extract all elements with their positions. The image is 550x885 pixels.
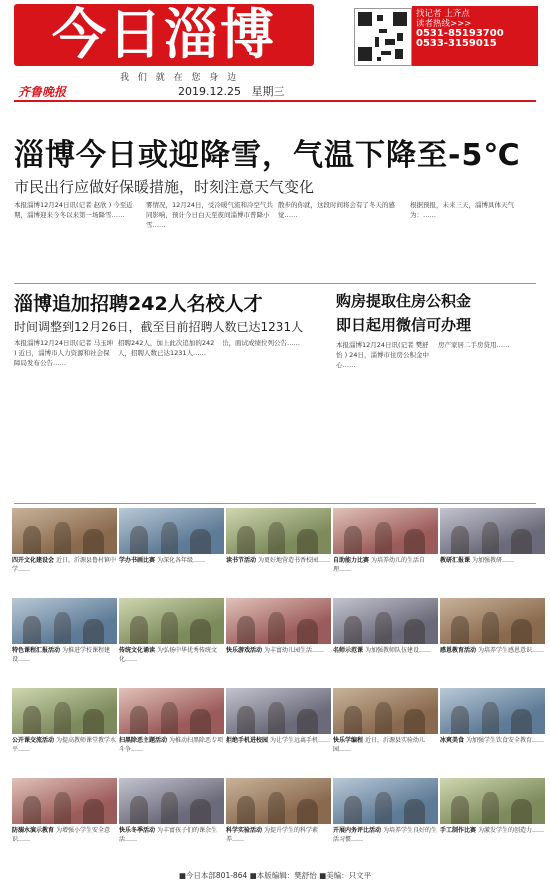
- news-photo: [440, 688, 545, 734]
- photo-caption-text: 为增强小学生安全意识……: [12, 827, 110, 843]
- lead-column-2: 雾情况，12月24日，受冷暖气流和冷空气共同影响，预计今日白天至夜间淄博市普降小雪……: [146, 201, 274, 229]
- photo-caption-text: 为培养学生感恩意识……: [477, 647, 544, 654]
- issue-weekday: 星期三: [251, 85, 285, 98]
- photo-news-item: [333, 508, 438, 594]
- photo-caption-title: 扫黑除恶主题活动: [119, 737, 168, 744]
- story3-column-2: 房产家居二手房贷用……: [438, 341, 510, 349]
- brand-name: 齐鲁晚报: [18, 85, 67, 99]
- photo-grid-divider: [14, 503, 536, 504]
- photo-caption: [333, 826, 438, 844]
- hotline-heading: 找记者 上齐点: [416, 9, 470, 19]
- photo-news-item: [12, 688, 117, 774]
- photo-caption-text: 为弘扬中华优秀传统文化……: [119, 647, 217, 663]
- photo-news-item: [226, 778, 331, 864]
- masthead-divider: [14, 100, 536, 102]
- photo-news-item: [440, 508, 545, 594]
- story3-column-1: 本报淄博12月24日讯(记者 樊舒怡 ) 24日，淄博市住房公积金中心……: [336, 341, 429, 369]
- hotline-phone-2: 0533-3159015: [416, 38, 497, 49]
- photo-caption: [12, 556, 117, 574]
- photo-caption: [119, 736, 224, 754]
- photo-caption: [226, 826, 331, 844]
- photo-caption: [440, 646, 545, 655]
- hotline-label: 读者热线>>>: [416, 19, 472, 29]
- photo-caption: [119, 556, 224, 565]
- photo-caption-text: 为让学生远离手机……: [269, 737, 330, 744]
- photo-news-item: [119, 598, 224, 684]
- reader-hotline-box: [412, 6, 538, 66]
- news-photo: [12, 778, 117, 824]
- photo-caption-text: 为丰富孩子们的课余生活……: [119, 827, 217, 843]
- photo-caption: [226, 646, 331, 655]
- photo-caption-title: 开展内务评比活动: [333, 827, 382, 834]
- news-photo: [12, 508, 117, 554]
- photo-caption-text: 为提高教师课堂教学水平……: [12, 737, 116, 753]
- news-photo: [226, 598, 331, 644]
- issue-date: 2019.12.25: [178, 85, 241, 98]
- photo-news-item: [333, 688, 438, 774]
- story2-column-1: 本报淄博12月24日讯(记者 马玉坤 ) 近日，淄博市人力资源和社会保障局发布公告……: [14, 339, 114, 367]
- news-photo: [440, 508, 545, 554]
- photo-caption-text: 为加强教师队伍建设……: [364, 647, 431, 654]
- photo-caption-title: 公开课交流活动: [12, 737, 55, 744]
- news-photo: [440, 778, 545, 824]
- photo-caption: [333, 556, 438, 574]
- photo-caption: [440, 736, 545, 745]
- story2-column-2: 招聘242人，加上此次追加的242人，招聘人数已达1231人……: [118, 339, 215, 357]
- photo-caption-title: 快乐学编程: [333, 737, 364, 744]
- newspaper-logo: 今日淄博: [14, 4, 314, 66]
- news-photo: [333, 778, 438, 824]
- news-photo: [226, 778, 331, 824]
- photo-news-item: [226, 508, 331, 594]
- photo-caption-title: 快乐冬季活动: [119, 827, 156, 834]
- qr-code-icon: [354, 8, 412, 66]
- photo-caption-text: 为培养学生良好的生活习惯……: [333, 827, 437, 843]
- lead-column-4: 根据预报，未来三天，淄博具体天气为：……: [410, 201, 514, 219]
- news-photo: [440, 598, 545, 644]
- photo-caption: [440, 826, 545, 835]
- lead-column-1: 本报淄博12月24日讯(记者 赵欣 ) 今至近期，淄博迎来今冬以来第一场降雪……: [14, 201, 133, 219]
- photo-news-item: [12, 778, 117, 864]
- photo-news-item: [12, 508, 117, 594]
- story2-subhead: 时间调整到12月26日，截至目前招聘人数已达1231人: [14, 320, 304, 334]
- photo-news-item: [440, 598, 545, 684]
- news-photo: [12, 598, 117, 644]
- photo-news-item: [119, 508, 224, 594]
- photo-caption-text: 近日，沂源县实验幼儿园……: [333, 737, 425, 753]
- photo-caption-text: 为推动扫黑除恶专项斗争……: [119, 737, 223, 753]
- photo-caption-title: 快乐游戏活动: [226, 647, 263, 654]
- photo-caption-title: 四开文化建设会: [12, 557, 55, 564]
- photo-caption-text: 为推进学校课程建设……: [12, 647, 110, 663]
- photo-news-item: [333, 598, 438, 684]
- photo-caption: [440, 556, 545, 565]
- photo-caption-text: 为培养幼儿的生活自理……: [333, 557, 425, 573]
- photo-caption-text: 为提升学生的科学素养……: [226, 827, 318, 843]
- news-photo: [333, 598, 438, 644]
- photo-caption: [333, 646, 438, 655]
- news-photo: [119, 688, 224, 734]
- photo-caption-title: 自助能力比赛: [333, 557, 370, 564]
- photo-caption-title: 学办书画比赛: [119, 557, 156, 564]
- photo-caption-title: 防溺水演示教育: [12, 827, 55, 834]
- news-photo: [119, 778, 224, 824]
- photo-caption-title: 名师示范课: [333, 647, 364, 654]
- photo-caption: [226, 736, 331, 745]
- dateline: [178, 83, 284, 99]
- photo-news-item: [226, 688, 331, 774]
- photo-news-item: [226, 598, 331, 684]
- photo-caption-title: 读书节活动: [226, 557, 257, 564]
- photo-caption-title: 科学实验活动: [226, 827, 263, 834]
- news-photo: [333, 508, 438, 554]
- story2-headline: 淄博追加招聘242人名校人才: [14, 293, 263, 315]
- lead-subhead: 市民出行应做好保暖措施，时刻注意天气变化: [14, 178, 315, 196]
- page-footer: ■今日本部801-864 ■本版编辑：樊舒怡 ■美编：只文平: [178, 871, 372, 880]
- news-photo: [333, 688, 438, 734]
- photo-caption: [12, 736, 117, 754]
- photo-caption-text: 为深化各年级……: [156, 557, 205, 564]
- news-photo: [226, 688, 331, 734]
- lead-column-3: 散步的你就，这段时间将会有了冬天的感觉……: [278, 201, 395, 219]
- photo-caption-title: 拒绝手机进校园: [226, 737, 269, 744]
- photo-caption: [12, 826, 117, 844]
- slogan: 我 们 就 在 您 身 边: [120, 73, 240, 83]
- photo-caption-text: 为更好地营造书香校园……: [257, 557, 330, 564]
- photo-news-item: [333, 778, 438, 864]
- story3-headline-line-2: 即日起用微信可办理: [336, 316, 472, 334]
- story2-column-3: 岳，面试成绩位列公告……: [222, 339, 300, 347]
- news-photo: [119, 508, 224, 554]
- story3-headline: [336, 289, 471, 337]
- photo-caption-text: 为丰富幼儿园生活……: [263, 647, 324, 654]
- photo-news-item: [440, 688, 545, 774]
- photo-news-item: [119, 778, 224, 864]
- photo-caption-title: 传统文化诵读: [119, 647, 156, 654]
- photo-caption-text: 为加强学生饮食安全教育……: [465, 737, 544, 744]
- hotline-phone-1: 0531-85193700: [416, 28, 504, 39]
- photo-caption: [333, 736, 438, 754]
- photo-caption-title: 手工制作比赛: [440, 827, 477, 834]
- news-photo: [12, 688, 117, 734]
- photo-caption-text: 为激发学生的创造力……: [477, 827, 544, 834]
- story3-headline-line-1: 购房提取住房公积金: [336, 292, 472, 310]
- section-divider: [14, 283, 536, 284]
- photo-caption-title: 感恩教育活动: [440, 647, 477, 654]
- photo-news-item: [119, 688, 224, 774]
- masthead: [0, 0, 550, 100]
- photo-caption-title: 特色课程汇报活动: [12, 647, 61, 654]
- photo-caption: [119, 826, 224, 844]
- news-photo: [119, 598, 224, 644]
- photo-caption-title: 教研汇报课: [440, 557, 471, 564]
- photo-caption-title: 冰爽美食: [440, 737, 465, 744]
- lead-headline: 淄博今日或迎降雪，气温下降至-5℃: [14, 138, 521, 173]
- news-photo: [226, 508, 331, 554]
- photo-news-item: [440, 778, 545, 864]
- photo-caption-text: 近日，沂源县鲁村镇中学……: [12, 557, 116, 573]
- photo-caption: [226, 556, 331, 565]
- photo-caption: [119, 646, 224, 664]
- photo-news-item: [12, 598, 117, 684]
- photo-caption-text: 为加强教研……: [471, 557, 514, 564]
- photo-caption: [12, 646, 117, 664]
